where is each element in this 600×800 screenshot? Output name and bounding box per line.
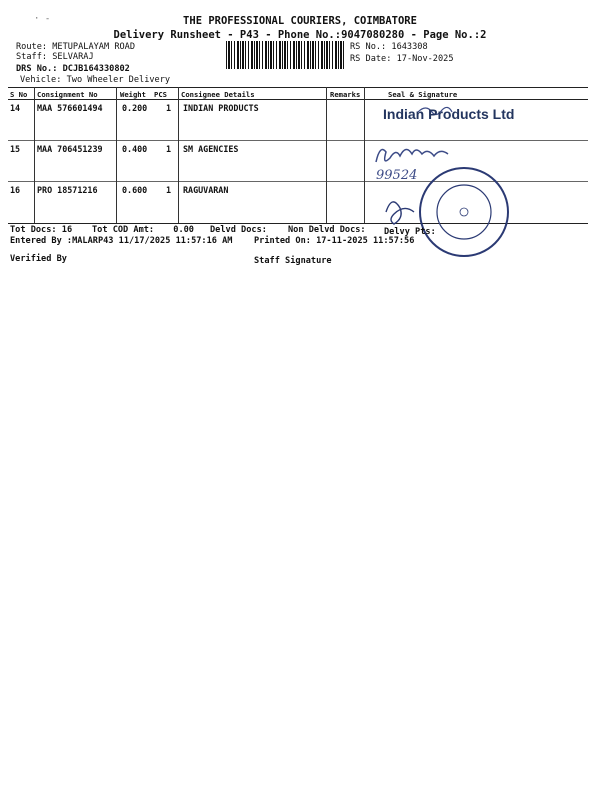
- ganga-round-seal: [420, 168, 508, 256]
- route-line: [16, 42, 135, 52]
- cell-consignee: SM AGENCIES: [183, 144, 239, 154]
- rs-no-value: 1643308: [391, 42, 428, 52]
- drs-label: DRS No.:: [16, 64, 58, 74]
- cell-consignment: MAA 576601494: [37, 103, 103, 113]
- cell-sno: 14: [10, 103, 21, 113]
- rs-date-label: RS Date:: [350, 54, 392, 64]
- tot-cod: [92, 225, 194, 235]
- vehicle-label: Vehicle:: [20, 75, 62, 85]
- non-delvd-docs: Non Delvd Docs:: [288, 225, 366, 235]
- staff-label: Staff:: [16, 52, 48, 62]
- signature-raguvaran: [386, 202, 414, 224]
- col-header-seal: Seal & Signature: [388, 90, 458, 99]
- tot-docs-value: 16: [61, 225, 73, 235]
- verified-by: Verified By: [10, 254, 67, 264]
- route-label: Route:: [16, 42, 48, 52]
- staff-signature: Staff Signature: [254, 256, 332, 266]
- cell-consignee: INDIAN PRODUCTS: [183, 103, 259, 113]
- cell-weight: 0.600: [122, 185, 148, 195]
- indian-products-stamp: Indian Products Ltd: [383, 106, 515, 122]
- barcode: [226, 41, 346, 69]
- scan-speck: · -: [34, 14, 51, 24]
- tot-cod-value: 0.00: [173, 225, 194, 235]
- rs-no-line: [350, 42, 428, 52]
- rs-no-label: RS No.:: [350, 42, 387, 52]
- col-header-remarks: Remarks: [330, 90, 361, 99]
- col-header-sno: S No: [10, 90, 28, 99]
- signature-sm-agencies: [376, 149, 448, 162]
- column-divider: [178, 87, 179, 223]
- printed-on: Printed On: 17-11-2025 11:57:56: [254, 236, 415, 246]
- cell-sno: 16: [10, 185, 21, 195]
- col-header-consignment: Consignment No: [37, 90, 98, 99]
- staff-value: SELVARAJ: [52, 52, 94, 62]
- column-divider: [364, 87, 365, 223]
- cell-consignment: MAA 706451239: [37, 144, 103, 154]
- column-divider: [326, 87, 327, 223]
- delvd-docs: Delvd Docs:: [210, 225, 267, 235]
- col-header-consignee: Consignee Details: [181, 90, 255, 99]
- rs-date-line: [350, 54, 454, 64]
- tot-docs: [10, 225, 72, 235]
- drs-line: [16, 64, 130, 74]
- company-title: THE PROFESSIONAL COURIERS, COIMBATORE: [183, 15, 417, 27]
- drs-value: DCJB164330802: [62, 64, 130, 74]
- cell-consignment: PRO 18571216: [37, 185, 98, 195]
- delvy-pts: Delvy Pts:: [384, 227, 436, 237]
- cell-pcs: 1: [166, 144, 172, 154]
- tot-docs-label: Tot Docs:: [10, 225, 57, 235]
- vehicle-value: Two Wheeler Delivery: [66, 75, 171, 85]
- cell-weight: 0.200: [122, 103, 148, 113]
- tot-cod-label: Tot COD Amt:: [92, 225, 155, 235]
- table-top-rule: [8, 87, 588, 88]
- cell-pcs: 1: [166, 103, 172, 113]
- rs-date-value: 17-Nov-2025: [396, 54, 454, 64]
- cell-consignee: RAGUVARAN: [183, 185, 229, 195]
- handwritten-phone: 99524: [376, 168, 418, 183]
- entered-by: Entered By :MALARP43 11/17/2025 11:57:16 AM: [10, 236, 233, 246]
- vehicle-line: [20, 75, 170, 85]
- col-header-weight: Weight: [120, 90, 146, 99]
- cell-pcs: 1: [166, 185, 172, 195]
- col-header-pcs: PCS: [154, 90, 167, 99]
- route-value: METUPALAYAM ROAD: [52, 42, 136, 52]
- cell-weight: 0.400: [122, 144, 148, 154]
- cell-sno: 15: [10, 144, 21, 154]
- staff-line: [16, 52, 94, 62]
- column-divider: [116, 87, 117, 223]
- column-divider: [34, 87, 35, 223]
- runsheet-title: Delivery Runsheet - P43 - Phone No.:9047080280 - Page No.:2: [113, 29, 487, 41]
